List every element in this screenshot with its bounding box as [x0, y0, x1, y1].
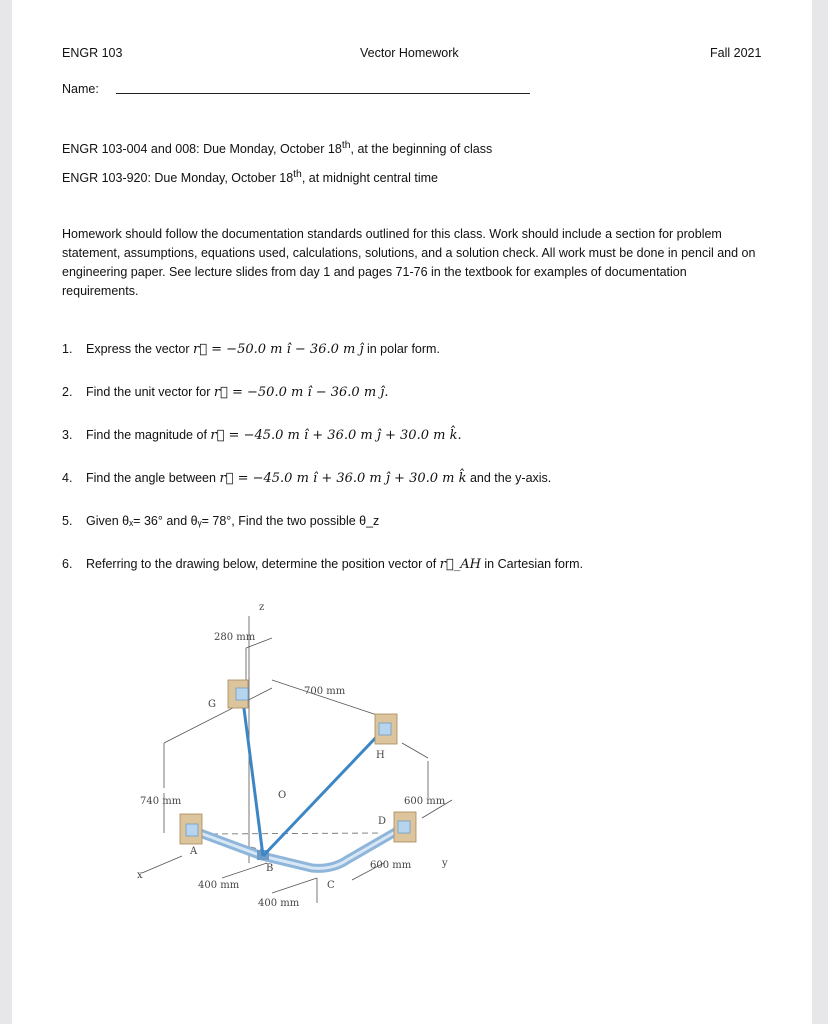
- label-400mm-b: 400 mm: [258, 898, 300, 909]
- due-line-section-004-008: ENGR 103-004 and 008: Due Monday, October 18th, at the beginning of class: [62, 140, 493, 157]
- label-400mm-a: 400 mm: [198, 880, 240, 891]
- course-code: ENGR 103: [62, 46, 123, 60]
- label-700mm: 700 mm: [304, 686, 346, 697]
- bracket-a: [180, 814, 202, 844]
- floor-dashed-line: [202, 833, 382, 834]
- label-x: x: [137, 870, 143, 881]
- dim-400b-line: [272, 878, 317, 893]
- label-h: H: [376, 750, 385, 761]
- question-2: 2. Find the unit vector for r⃗ = −50.0 m ı̂ − 36.0 m ȷ̂.: [62, 385, 389, 400]
- due-line-section-920: ENGR 103-920: Due Monday, October 18th, at midnight central time: [62, 169, 438, 186]
- question-1: 1. Express the vector r⃗ = −50.0 m ı̂ − 36.0 m ȷ̂ in polar form.: [62, 342, 440, 357]
- question-4: 4. Find the angle between r⃗ = −45.0 m ı̂ + 36.0 m ȷ̂ + 30.0 m k̂ and the y-axis.: [62, 471, 552, 486]
- label-o: O: [278, 790, 287, 801]
- pipe-cable-figure: [122, 588, 462, 918]
- cable-gb: [242, 693, 263, 856]
- name-label: Name:: [62, 82, 99, 96]
- instructions-paragraph: Homework should follow the documentation standards outlined for this class. Work should include a section for problem statement, assumptions, equations used, calculations, solutions, and a solution check. All work must be done in pencil and on engineering paper. See lecture slides from day 1 and pages 71-76 in the textbook for examples of documentation requirements.: [62, 227, 756, 298]
- label-g: G: [208, 699, 216, 710]
- question-5: 5. Given θₓ= 36° and θᵧ= 78°, Find the two possible θ_z: [62, 514, 380, 528]
- question-3: 3. Find the magnitude of r⃗ = −45.0 m ı̂ + 36.0 m ȷ̂ + 30.0 m k̂.: [62, 428, 462, 443]
- dim-740-top: [164, 688, 272, 743]
- term: Fall 2021: [710, 46, 762, 60]
- dim-400a-line: [222, 863, 267, 878]
- label-y: y: [442, 858, 448, 869]
- label-d: D: [378, 816, 387, 827]
- label-c: C: [327, 880, 335, 891]
- name-blank-line: [116, 93, 530, 94]
- label-280mm: 280 mm: [214, 632, 256, 643]
- label-b: B: [266, 863, 274, 874]
- dim-600-top: [402, 743, 428, 758]
- label-740mm: 740 mm: [140, 796, 182, 807]
- bracket-d: [394, 812, 416, 842]
- bracket-g: [228, 680, 248, 708]
- label-600mm-horizontal: 600 mm: [370, 860, 412, 871]
- label-z: z: [259, 602, 265, 613]
- homework-page: [12, 0, 812, 1024]
- label-600mm-vertical: 600 mm: [404, 796, 446, 807]
- label-a: A: [190, 846, 198, 857]
- x-axis-line: [142, 856, 182, 873]
- bracket-h: [375, 714, 397, 744]
- document-title: Vector Homework: [360, 46, 459, 60]
- question-6: 6. Referring to the drawing below, determine the position vector of r⃗_AH in Cartesian form.: [62, 557, 584, 572]
